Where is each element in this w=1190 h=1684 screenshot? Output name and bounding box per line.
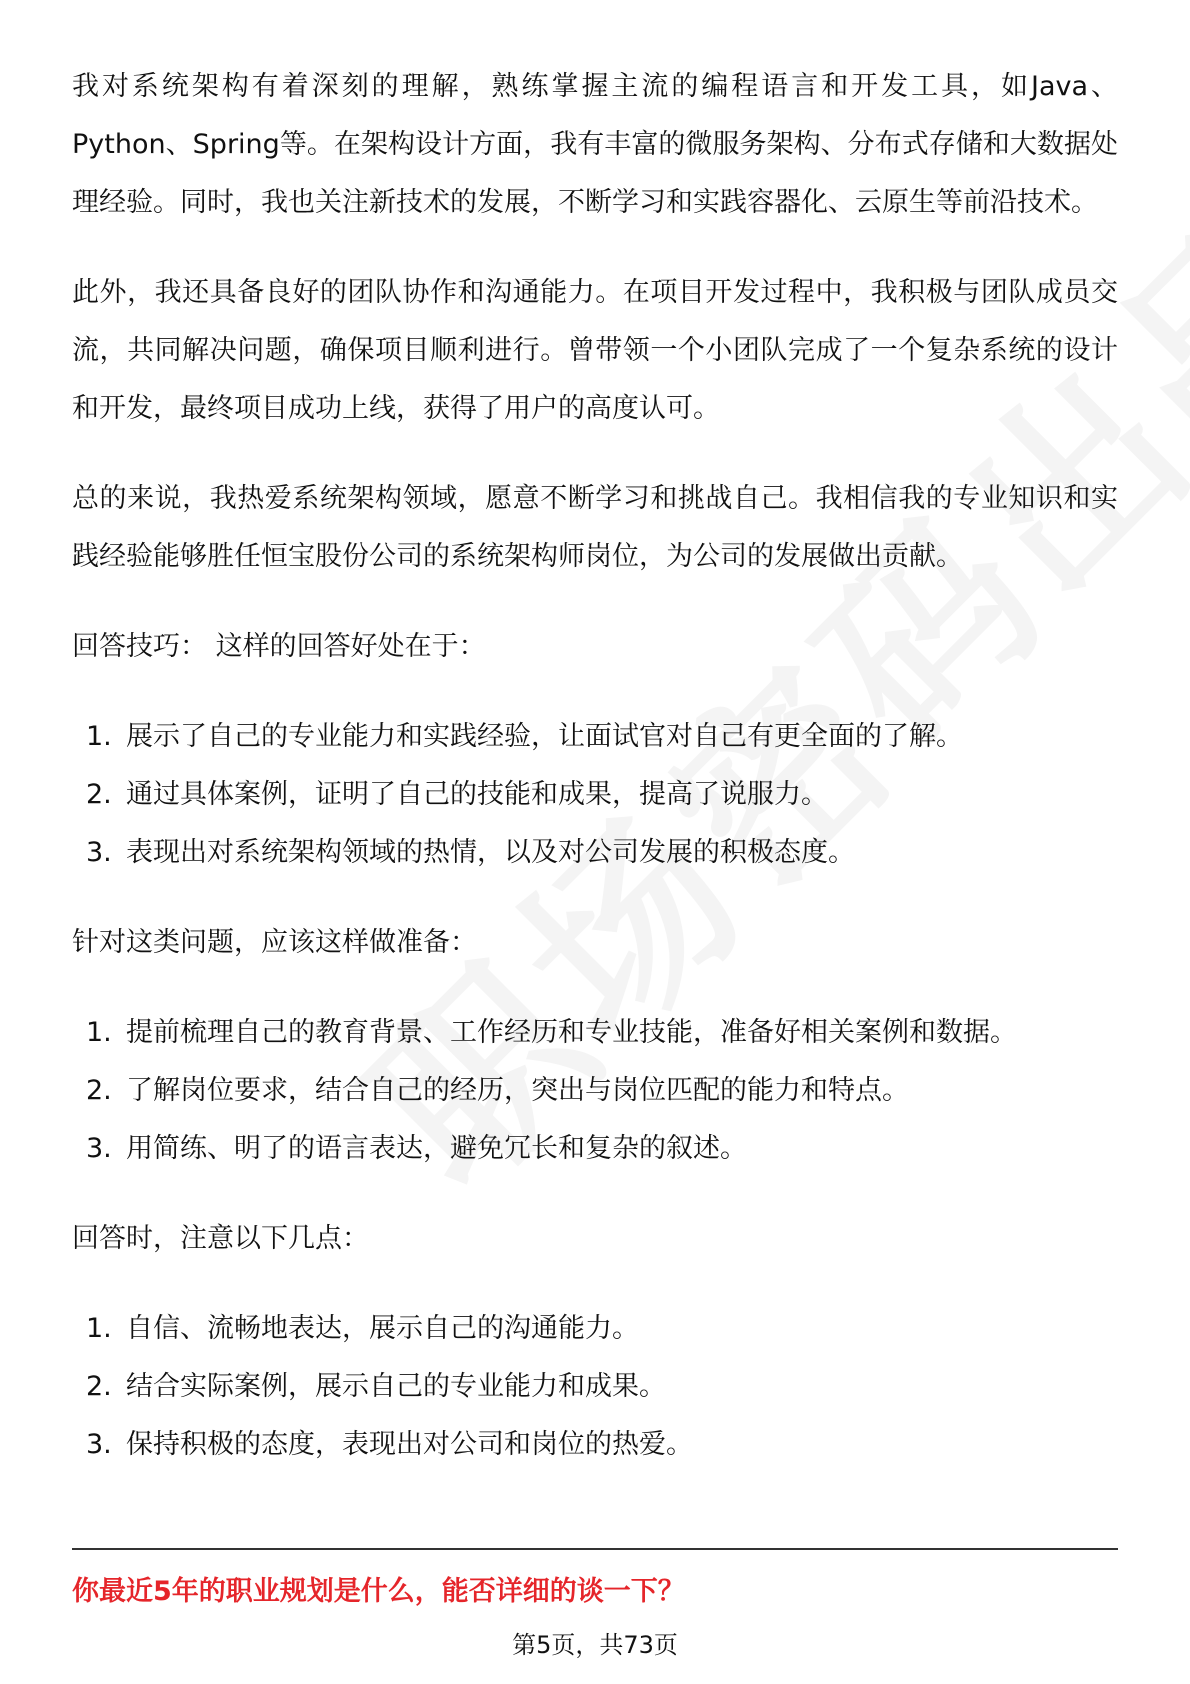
list-number: 2. <box>86 779 112 810</box>
notes-list <box>72 1300 1118 1474</box>
list-item <box>72 1358 1118 1416</box>
list-item <box>72 824 1118 882</box>
paragraph-2: 此外，我还具备良好的团队协作和沟通能力。在项目开发过程中，我积极与团队成员交流，共同解决问题，确保项目顺利进行。曾带领一个小团队完成了一个复杂系统的设计和开发，最终项目成功上线，获得了用户的高度认可。 <box>72 277 1118 424</box>
list-number: 3. <box>86 1429 112 1460</box>
list-number: 3. <box>86 1133 112 1164</box>
list-text: 提前梳理自己的教育背景、工作经历和专业技能，准备好相关案例和数据。 <box>126 1017 1017 1048</box>
list-number: 1. <box>86 1017 112 1048</box>
page-content <box>72 58 1118 1506</box>
list-number: 2. <box>86 1075 112 1106</box>
tips-list <box>72 708 1118 882</box>
prepare-list <box>72 1004 1118 1178</box>
list-item <box>72 1300 1118 1358</box>
list-item <box>72 1120 1118 1178</box>
list-text: 用简练、明了的语言表达，避免冗长和复杂的叙述。 <box>126 1133 747 1164</box>
paragraph-3: 总的来说，我热爱系统架构领域，愿意不断学习和挑战自己。我相信我的专业知识和实践经验能够胜任恒宝股份公司的系统架构师岗位，为公司的发展做出贡献。 <box>72 483 1118 572</box>
list-number: 3. <box>86 837 112 868</box>
tips-heading: 回答技巧： 这样的回答好处在于： <box>72 631 486 662</box>
list-text: 表现出对系统架构领域的热情，以及对公司发展的积极态度。 <box>126 837 855 868</box>
list-number: 1. <box>86 1313 112 1344</box>
list-text: 自信、流畅地表达，展示自己的沟通能力。 <box>126 1313 639 1344</box>
list-text: 保持积极的态度，表现出对公司和岗位的热爱。 <box>126 1429 693 1460</box>
list-text: 结合实际案例，展示自己的专业能力和成果。 <box>126 1371 666 1402</box>
list-number: 2. <box>86 1371 112 1402</box>
list-item <box>72 1416 1118 1474</box>
notes-heading: 回答时，注意以下几点： <box>72 1223 369 1254</box>
prepare-heading: 针对这类问题，应该这样做准备： <box>72 927 477 958</box>
list-item <box>72 1062 1118 1120</box>
list-item <box>72 766 1118 824</box>
list-text: 展示了自己的专业能力和实践经验，让面试官对自己有更全面的了解。 <box>126 721 963 752</box>
list-item <box>72 1004 1118 1062</box>
list-text: 通过具体案例，证明了自己的技能和成果，提高了说服力。 <box>126 779 828 810</box>
section-divider <box>72 1548 1118 1550</box>
next-question-heading: 你最近5年的职业规划是什么，能否详细的谈一下？ <box>72 1576 685 1607</box>
page-footer: 第5页，共73页 <box>512 1631 678 1659</box>
list-number: 1. <box>86 721 112 752</box>
list-item <box>72 708 1118 766</box>
paragraph-1: 我对系统架构有着深刻的理解，熟练掌握主流的编程语言和开发工具，如Java、Python、Spring等。在架构设计方面，我有丰富的微服务架构、分布式存储和大数据处理经验。同时，我也关注新技术的发展，不断学习和实践容器化、云原生等前沿技术。 <box>72 71 1118 218</box>
list-text: 了解岗位要求，结合自己的经历，突出与岗位匹配的能力和特点。 <box>126 1075 909 1106</box>
